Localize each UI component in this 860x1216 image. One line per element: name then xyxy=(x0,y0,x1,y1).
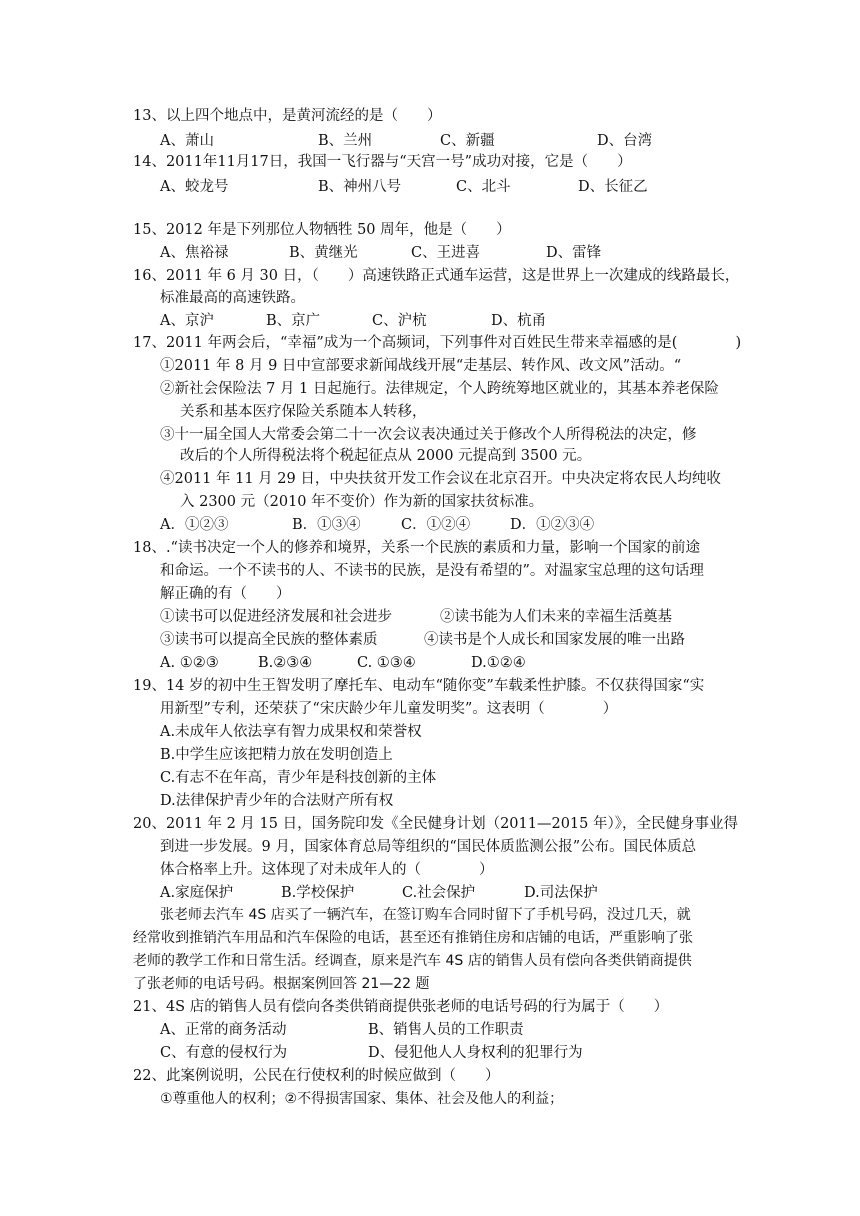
q20-option-b: B.学校保护 xyxy=(281,885,355,901)
q15-option-a: A、焦裕禄 xyxy=(160,245,229,261)
q19-stem-line2: 用新型”专利，还荣获了“宋庆龄少年儿童发明奖”。这表明（ ） xyxy=(160,701,618,717)
q18-item-3: ③读书可以提高全民族的整体素质 xyxy=(160,632,378,648)
q13-option-d: D、台湾 xyxy=(597,133,653,149)
q20-stem-line1: 20、2011 年 2 月 15 日，国务院印发《全民健身计划（2011—2015 年）》，全民健身事业得 xyxy=(133,816,738,832)
q18-option-a: A. ①②③ xyxy=(160,655,219,671)
q19-stem-line1: 19、14 岁的初中生王智发明了摩托车、电动车“随你变”车载柔性护膝。不仅获得国家“实 xyxy=(133,678,705,694)
q17-option-b: B．①③④ xyxy=(292,517,361,533)
q17-option-c: C．①②④ xyxy=(401,517,471,533)
q14-option-d: D、长征乙 xyxy=(578,179,648,195)
q14-option-c: C、北斗 xyxy=(456,179,511,195)
case-line-4: 了张老师的电话号码。根据案例回答 21—22 题 xyxy=(133,976,430,992)
q22-stem: 22、此案例说明，公民在行使权利的时候应做到（ ） xyxy=(133,1068,500,1084)
q20-option-c: C.社会保护 xyxy=(402,885,476,901)
q16-option-b: B、京广 xyxy=(266,313,321,329)
q17-option-a: A．①②③ xyxy=(160,517,229,533)
q16-option-c: C、沪杭 xyxy=(372,313,427,329)
q17-item-2: ②新社会保险法 7 月 1 日起施行。法律规定，个人跨统筹地区就业的，其基本养老保险 xyxy=(160,381,719,397)
q18-item-2: ②读书能为人们未来的幸福生活奠基 xyxy=(440,609,672,625)
case-line-3: 老师的教学工作和日常生活。经调查，原来是汽车 4S 店的销售人员有偿向各类供销商提供 xyxy=(133,953,692,969)
q18-stem-line2: 和命运。一个不读书的人、不读书的民族，是没有希望的”。对温家宝总理的这句话理 xyxy=(160,563,704,579)
q19-option-b: B.中学生应该把精力放在发明创造上 xyxy=(160,747,393,763)
q14-option-b: B、神州八号 xyxy=(318,179,402,195)
q16-stem-line2: 标准最高的高速铁路。 xyxy=(160,290,305,306)
q14-stem: 14、2011年11月17日，我国一飞行器与“天宫一号”成功对接，它是（ ） xyxy=(133,154,632,170)
q15-option-c: C、王进喜 xyxy=(411,245,481,261)
q17-item-3: ③十一届全国人大常委会第二十一次会议表决通过关于修改个人所得税法的决定，修 xyxy=(160,427,697,443)
q17-item-4: ④2011 年 11 月 29 日，中央扶贫开发工作会议在北京召开。中央决定将农民人均纯收 xyxy=(160,471,721,487)
case-line-2: 经常收到推销汽车用品和汽车保险的电话，甚至还有推销住房和店铺的电话，严重影响了张 xyxy=(133,930,693,946)
q19-option-c: C.有志不在年高，青少年是科技创新的主体 xyxy=(160,770,437,786)
q16-option-a: A、京沪 xyxy=(160,313,214,329)
q13-stem: 13、以上四个地点中，是黄河流经的是（ ） xyxy=(133,108,442,124)
case-line-1: 张老师去汽车 4S 店买了一辆汽车，在签订购车合同时留下了手机号码，没过几天，就 xyxy=(160,907,691,923)
q18-option-d: D.①②④ xyxy=(471,655,526,671)
q15-stem: 15、2012 年是下列那位人物牺牲 50 周年，他是（ ） xyxy=(133,222,511,238)
q20-option-a: A.家庭保护 xyxy=(160,885,234,901)
q22-item-1: ①尊重他人的权利；②不得损害国家、集体、社会及他人的利益； xyxy=(160,1091,564,1107)
q17-option-d: D．①②③④ xyxy=(510,517,595,533)
q18-item-4: ④读书是个人成长和国家发展的唯一出路 xyxy=(424,632,685,648)
q16-option-d: D、杭甬 xyxy=(491,313,547,329)
q15-option-b: B、黄继光 xyxy=(289,245,358,261)
q20-stem-line3: 体合格率上升。这体现了对未成年人的（ ） xyxy=(160,862,494,878)
q19-option-d: D.法律保护青少年的合法财产所有权 xyxy=(160,793,394,809)
q21-option-b: B、销售人员的工作职责 xyxy=(368,1022,524,1038)
q17-item-4-cont: 入 2300 元（2010 年不变价）作为新的国家扶贫标准。 xyxy=(180,494,544,510)
q15-option-d: D、雷锋 xyxy=(546,245,602,261)
q17-stem: 17、2011 年两会后，“幸福”成为一个高频词，下列事件对百姓民生带来幸福感的是( ) xyxy=(133,335,742,351)
q16-stem-line1: 16、2011 年 6 月 30 日，（ ）高速铁路正式通车运营，这是世界上一次建成的线路最长， xyxy=(133,268,740,284)
q18-stem-line1: 18、.“读书决定一个人的修养和境界，关系一个民族的素质和力量，影响一个国家的前途 xyxy=(133,540,700,556)
q21-option-c: C、有意的侵权行为 xyxy=(160,1045,288,1061)
q21-option-a: A、正常的商务活动 xyxy=(160,1022,287,1038)
q18-option-c: C. ①③④ xyxy=(357,655,416,671)
q21-option-d: D、侵犯他人人身权利的犯罪行为 xyxy=(368,1045,583,1061)
q21-stem: 21、4S 店的销售人员有偿向各类供销商提供张老师的电话号码的行为属于（ ） xyxy=(133,999,669,1015)
q17-item-3-cont: 改后的个人所得税法将个税起征点从 2000 元提高到 3500 元。 xyxy=(180,448,592,464)
q13-option-c: C、新疆 xyxy=(440,133,495,149)
q18-option-b: B.②③④ xyxy=(258,655,313,671)
q18-stem-line3: 解正确的有（ ） xyxy=(160,586,291,602)
q13-option-b: B、兰州 xyxy=(318,133,373,149)
q19-option-a: A.未成年人依法享有智力成果权和荣誉权 xyxy=(160,724,422,740)
q20-option-d: D.司法保护 xyxy=(524,885,598,901)
q20-stem-line2: 到进一步发展。9 月，国家体育总局等组织的“国民体质监测公报”公布。国民体质总 xyxy=(160,839,697,855)
q14-option-a: A、蛟龙号 xyxy=(160,179,229,195)
q18-item-1: ①读书可以促进经济发展和社会进步 xyxy=(160,609,392,625)
q17-item-1: ①2011 年 8 月 9 日中宣部要求新闻战线开展“走基层、转作风、改文风”活动。“ xyxy=(160,358,682,374)
q13-option-a: A、萧山 xyxy=(160,133,214,149)
q17-item-2-cont: 关系和基本医疗保险关系随本人转移， xyxy=(180,404,427,420)
